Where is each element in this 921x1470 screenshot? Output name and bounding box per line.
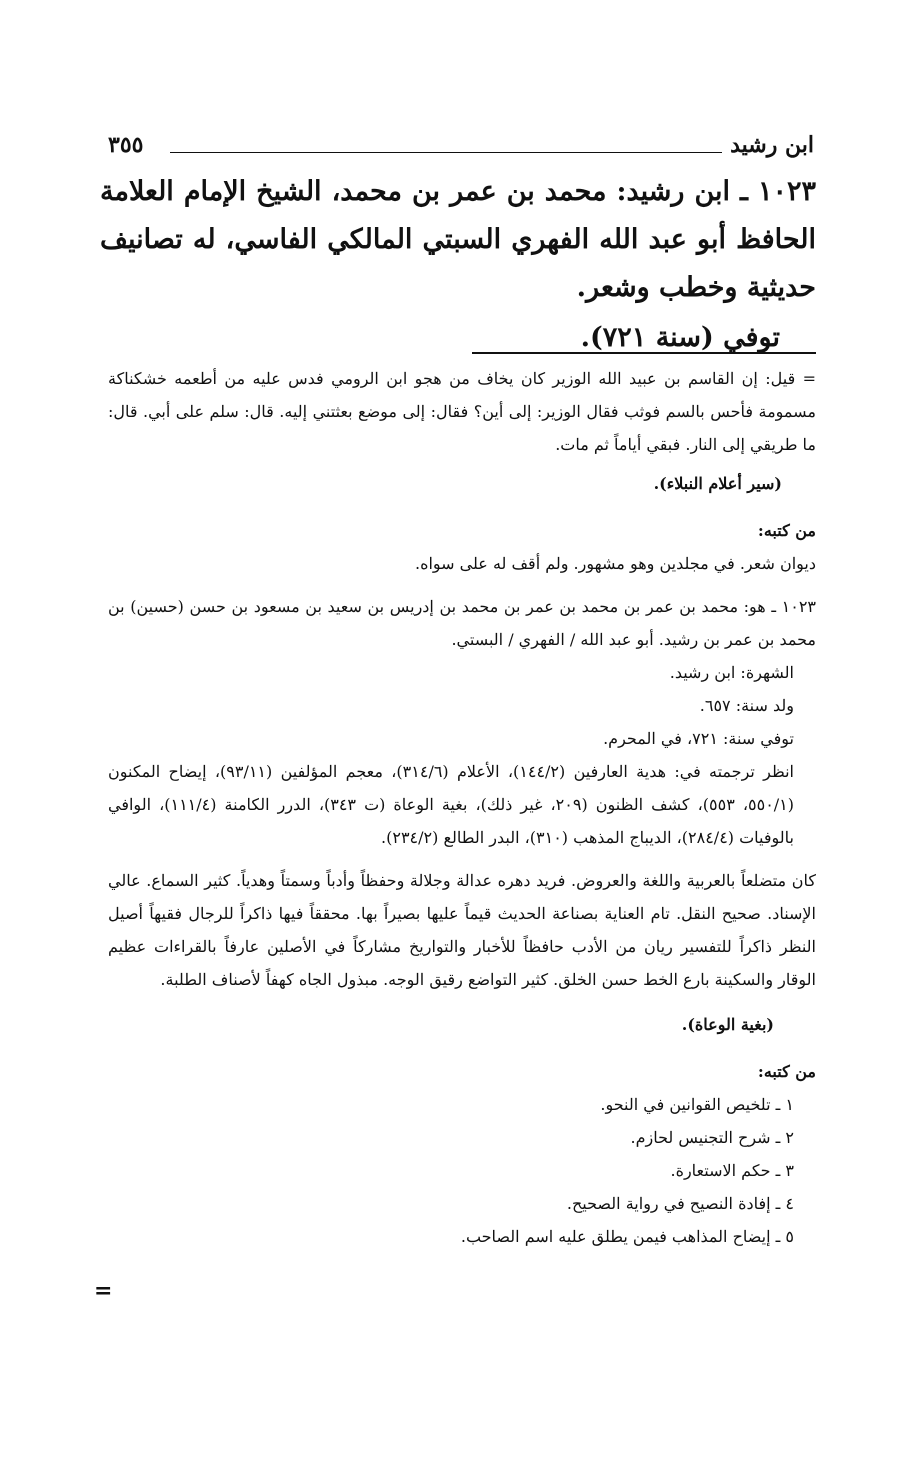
footnote-separator	[472, 352, 816, 354]
continued-mark: =	[94, 1278, 113, 1304]
prev-books-label: من كتبه:	[757, 521, 816, 540]
book-item: ١ ـ تلخيص القوانين في النحو.	[600, 1095, 794, 1114]
fame: الشهرة: ابن رشيد.	[669, 663, 794, 682]
header-rule	[170, 152, 722, 153]
book-item: ٥ ـ إيضاح المذاهب فيمن يطلق عليه اسم الصاحب.	[460, 1227, 794, 1246]
main-entry	[100, 168, 816, 362]
full-name: ١٠٢٣ ـ هو: محمد بن عمر بن محمد بن عمر بن محمد بن إدريس بن سعيد بن مسعود بن حسن (حسين) بن محمد بن عمر بن رشيد. أبو عبد الله / الفهري / البستي.	[108, 597, 816, 649]
header-title: ابن رشيد	[730, 132, 814, 158]
prev-entry-text: = قيل: إن القاسم بن عبيد الله الوزير كان يخاف من هجو ابن الرومي فدس عليه من أطعمه خشكناكة مسمومة فأحس بالسم فوثب فقال الوزير: إلى أين؟ فقال: إلى موضع بعثتني إليه. قال: سلم على أبي. قال: ما طريقي إلى النار. فبقي أياماً ثم مات.	[108, 369, 817, 454]
birth: ولد سنة: ٦٥٧.	[699, 696, 794, 715]
entry-text: ١٠٢٣ ـ ابن رشيد: محمد بن عمر بن محمد، الشيخ الإمام العلامة الحافظ أبو عبد الله الفهري السبتي المالكي الفاسي، له تصانيف حديثية وخطب وشعر.	[100, 176, 816, 303]
prev-entry-source: (سير أعلام النبلاء).	[653, 474, 782, 493]
book-item: ٤ ـ إفادة النصيح في رواية الصحيح.	[566, 1194, 794, 1213]
references: انظر ترجمته في: هدية العارفين (١٤٤/٢)، الأعلام (٣١٤/٦)، معجم المؤلفين (٩٣/١١)، إيضاح المكنون (٥٥٠/١، ٥٥٣)، كشف الظنون (٢٠٩، غير ذلك)، بغية الوعاة (ت ٣٤٣)، الدرر الكامنة (١١١/٤)، الوافي بالوفيات (٢٨٤/٤)، الديباج المذهب (٣١٠)، البدر الطالع (٢٣٤/٢).	[108, 762, 795, 847]
prev-books: ديوان شعر. في مجلدين وهو مشهور. ولم أقف له على سواه.	[415, 554, 816, 573]
book-item: ٣ ـ حكم الاستعارة.	[670, 1161, 794, 1180]
page-number: ٣٥٥	[108, 132, 144, 158]
death: توفي سنة: ٧٢١، في المحرم.	[603, 729, 794, 748]
description: كان متضلعاً بالعربية واللغة والعروض. فريد دهره عدالة وجلالة وحفظاً وأدباً وسمتاً وهدياً. كثير السماع. عالي الإسناد. صحيح النقل. تام العناية بصناعة الحديث قيماً عليها بصيراً بها. محققاً فيها ذاكراً للرجال فقيهاً أصيل النظر ذاكراً للتفسير ريان من الأدب حافظاً للأخبار والتواريخ مشاركاً في الأصلين عارفاً بالقراءات عظيم الوقار والسكينة بارع الخط حسن الخلق. كثير التواضع رقيق الوجه. مبذول الجاه كهفاً لأصناف الطلبة.	[108, 871, 816, 989]
description-source: (بغية الوعاة).	[681, 1015, 774, 1034]
running-header	[108, 132, 814, 166]
book-item: ٢ ـ شرح التجنيس لحازم.	[630, 1128, 794, 1147]
books-label: من كتبه:	[757, 1062, 816, 1081]
footnotes	[108, 362, 816, 1253]
entry-death: توفي (سنة ٧٢١).	[580, 322, 780, 353]
